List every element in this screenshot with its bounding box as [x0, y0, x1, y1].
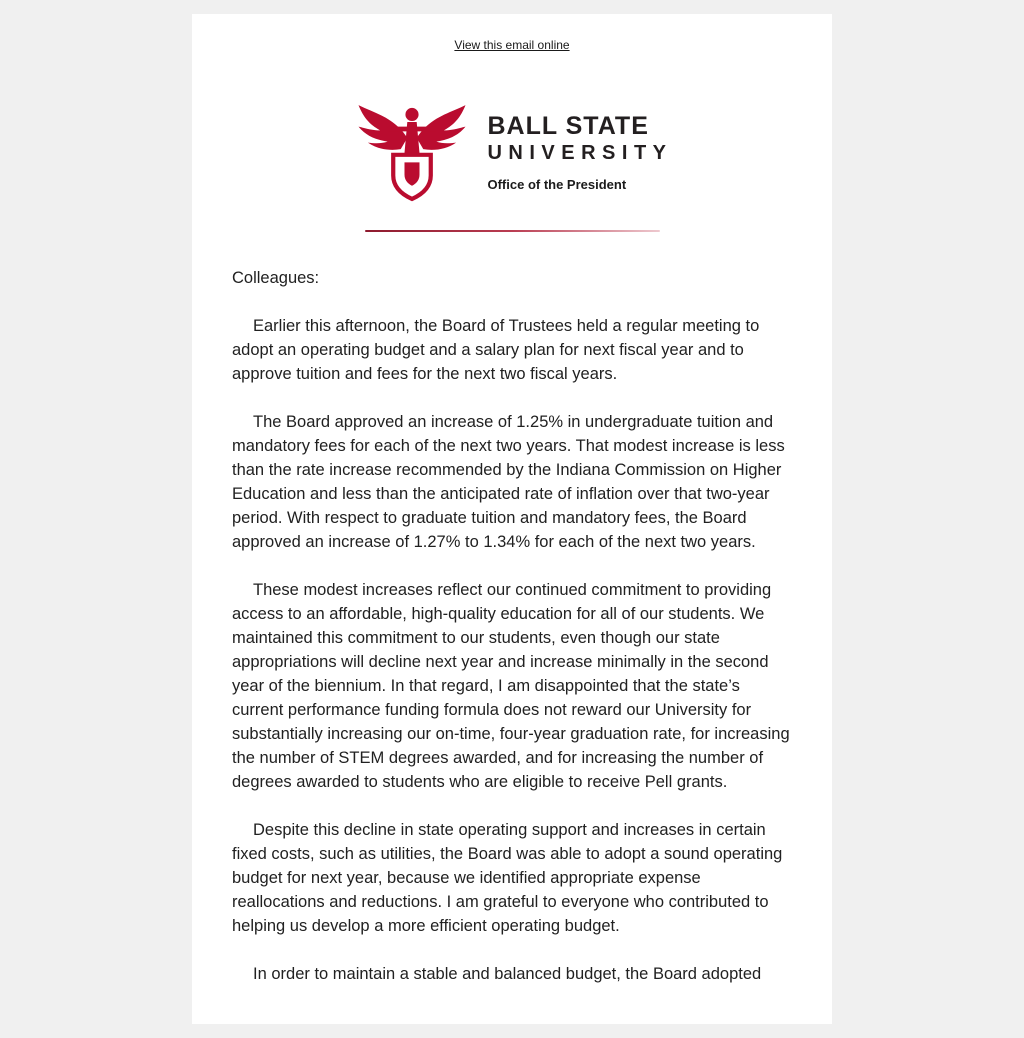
- logo-line2: UNIVERSITY: [487, 142, 673, 164]
- paragraph-4: Despite this decline in state operating support and increases in certain fixed costs, such as utilities, the Board was able to adopt a sound operating budget for next year, because we identified appropriate expense reallocations and reductions. I am grateful to everyone who contributed to helping us develop a more efficient operating budget.: [232, 821, 783, 935]
- logo-office-label: Office of the President: [487, 177, 627, 192]
- paragraph-5: In order to maintain a stable and balanced budget, the Board adopted: [253, 965, 762, 983]
- logo-line1: BALL STATE: [487, 112, 649, 140]
- view-online-link[interactable]: View this email online: [454, 38, 570, 52]
- paragraph-3: These modest increases reflect our continued commitment to providing access to an affordable, high-quality education for all of our students. We maintained this commitment to our students, even though our state appropriations will decline next year and increase minimally in the second year of the biennium. In that regard, I am disappointed that the state’s current performance funding formula does not reward our University for substantially increasing our on-time, four-year graduation rate, for increasing the number of STEM degrees awarded, and for increasing the number of degrees awarded to students who are eligible to receive Pell grants.: [232, 581, 790, 791]
- logo-wordmark: [487, 112, 672, 192]
- beneficence-emblem-icon: [351, 100, 473, 204]
- email-body: [192, 14, 832, 1024]
- ball-state-logo: [192, 100, 832, 204]
- view-online-bar: [192, 38, 832, 52]
- salutation: Colleagues:: [232, 269, 320, 287]
- paragraph-2: The Board approved an increase of 1.25% in undergraduate tuition and mandatory fees for each of the next two years. That modest increase is less than the rate increase recommended by the Indiana Commission on Higher Education and less than the anticipated rate of inflation over that two-year period. With respect to graduate tuition and mandatory fees, the Board approved an increase of 1.27% to 1.34% for each of the next two years.: [232, 413, 785, 551]
- email-content: [192, 232, 832, 986]
- paragraph-1: Earlier this afternoon, the Board of Trustees held a regular meeting to adopt an operating budget and a salary plan for next fiscal year and to approve tuition and fees for the next two fiscal years.: [232, 317, 760, 383]
